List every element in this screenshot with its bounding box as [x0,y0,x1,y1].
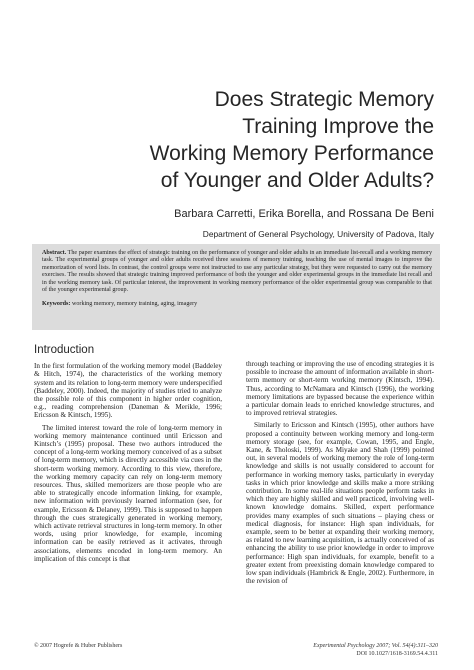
keywords-line [42,301,432,308]
article-title [34,86,434,194]
abstract-label: Abstract. [42,250,67,256]
keywords-label: Keywords: [42,301,71,308]
title-line: Working Memory Performance [149,142,434,165]
journal-reference: Experimental Psychology 2007; Vol. 54(4):311–320 [313,643,438,649]
title-line: Does Strategic Memory [214,88,434,111]
right-column [246,360,434,585]
title-line: Training Improve the [242,115,434,138]
abstract-box [32,244,440,330]
keywords-text: working memory, memory training, aging, imagery [71,301,198,308]
copyright-notice: © 2007 Hogrefe & Huber Publishers [34,643,123,649]
abstract-text: The paper examines the effect of strategic training on the performance of younger and older adults in an immediate list-recall and a working memory task. The experimental groups of younger and older adults received three sessions of memory training, teaching the use of mental images to improve the memorization of word lists. In contrast, the control groups were not instructed to use any particular strategy, but they were requested to carry out the memory exercises. The results showed that strategic training improved performance of both the younger and older experimental groups in the immediate list recall and in the working memory task. Of particular interest, the improvement in working memory performance of the older experimental group was comparable to that of the younger experimental group. [42,250,432,294]
doi-reference: DOI 10.1027/1618-3169.54.4.311 [356,650,438,657]
left-column [34,346,222,563]
author-list: Barbara Carretti, Erika Borella, and Rossana De Beni [174,208,434,220]
title-line: of Younger and Older Adults? [160,169,434,192]
body-paragraph: In the first formulation of the working memory model (Baddeley & Hitch, 1974), the characteristics of the working memory system and its relation to long-term memory were underspecified (Baddeley, 2000). Indeed, the majority of studies tried to analyze the possible role of this component in higher order cognition, e.g., reading comprehension (Daneman & Merikle, 1996; Ericsson & Kintsch, 1995). [34,362,222,420]
affiliation: Department of General Psychology, University of Padova, Italy [202,229,434,239]
body-paragraph: The limited interest toward the role of long-term memory in working memory maintenance continued until Ericsson and Kintsch’s (1995) proposal. These two authors introduced the concept of a long-term working memory conceived of as a subset of long-term memory, which is directly accessible via cues in the short-term working memory. According to this view, therefore, the working memory capacity can rely on long-term memory resources. Thus, skilled memorizers are those people who are able to strategically encode information linking, for example, new information with previously learned information (see, for example, Ericsson & Delaney, 1999). This is supposed to happen through the cues strategically generated in working memory, which activate retrieval structures in long-term memory. In other words, using prior knowledge, for example, incoming information can be easily retrieved as it activates, through associations, elements encoded in long-term memory. An implication of this concept is that [34,423,223,563]
journal-citation [313,643,438,658]
abstract-paragraph [42,250,432,294]
body-paragraph: Similarly to Ericsson and Kintsch (1995), other authors have proposed a continuity between working memory and long-term memory storage (see, for example, Cowan, 1995, and Engle, Kane, & Tholoski, 1999). As Miyake and Shah (1999) pointed out, in several models of working memory the role of long-term knowledge and skills is not usually considered to account for performance in working memory tasks, particularly in everyday tasks in which prior knowledge and skills make a more striking contribution. In some real-life situations people perform tasks in which they are highly skilled and well practiced, involving well-known knowledge domains. Skilled, expert performance provides many examples of such situations – playing chess or medical diagnosis, for instance: High span individuals, for example, seem to be better at expanding their working memory, as related to new learning acquisition, is actually conceived of as enhancing the ability to use prior knowledge in order to improve performance: High span individuals, for example, benefit to a greater extent from preexisting domain knowledge compared to low span individuals (Hambrick & Engle, 2002). Furthermore, in the revision of [246,421,434,586]
section-heading: Introduction [34,344,95,356]
body-paragraph: through teaching or improving the use of encoding strategies it is possible to increase the amount of information available in short-term memory or short-term working memory (Kintsch, 1994). Thus, according to McNamara and Kintsch (1996), the working memory limitations are bypassed because the experience within a particular domain leads to enriched knowledge structures, and to improved retrieval strategies. [246,360,434,418]
